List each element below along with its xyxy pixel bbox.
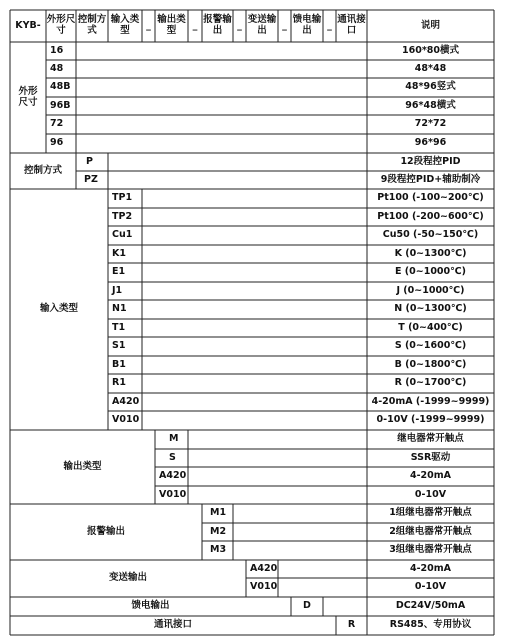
output-code: V010 xyxy=(159,488,187,500)
output-desc: 0-10V xyxy=(414,488,447,500)
alarm-code: M2 xyxy=(210,525,227,537)
comm-desc: RS485、专用协议 xyxy=(389,619,472,631)
input-desc: N (0~1300℃) xyxy=(394,303,467,315)
header-separator: _ xyxy=(192,19,198,31)
transmit-desc: 0-10V xyxy=(414,581,447,593)
feed-section-label: 馈电输出 xyxy=(131,600,170,612)
input-desc: 0-10V (-1999~9999) xyxy=(376,414,485,426)
input-desc: R (0~1700℃) xyxy=(394,377,467,389)
header-desc: 说明 xyxy=(420,19,440,31)
transmit-code: V010 xyxy=(250,581,278,593)
input-code: TP2 xyxy=(112,210,133,222)
output-code: A420 xyxy=(159,470,187,482)
size-section-label: 外形尺寸 xyxy=(18,85,38,108)
input-code: B1 xyxy=(112,358,126,370)
header-feed: 馈电输出 xyxy=(292,14,322,36)
size-desc: 160*80横式 xyxy=(401,44,460,56)
input-code: A420 xyxy=(112,395,140,407)
alarm-code: M3 xyxy=(210,544,227,556)
size-code: 48B xyxy=(50,81,71,93)
header-comm: 通讯接口 xyxy=(337,14,366,36)
comm-code: R xyxy=(347,619,356,631)
input-code: TP1 xyxy=(112,192,133,204)
alarm-section-label: 报警输出 xyxy=(86,525,125,537)
size-desc: 48*96竖式 xyxy=(405,81,456,93)
header-input: 输入类型 xyxy=(110,14,140,36)
input-code: J1 xyxy=(112,284,123,296)
input-code: V010 xyxy=(112,414,140,426)
size-code: 48 xyxy=(50,62,64,74)
output-code: S xyxy=(169,451,176,463)
header-transmit: 变送输出 xyxy=(247,14,277,36)
input-desc: K (0~1300℃) xyxy=(394,247,467,259)
transmit-section-label: 变送输出 xyxy=(108,572,147,584)
control-desc: 9段程控PID+辅助制冷 xyxy=(380,173,481,185)
size-code: 96B xyxy=(50,99,71,111)
input-code: R1 xyxy=(112,377,126,389)
control-code: PZ xyxy=(84,173,98,185)
size-desc: 48*48 xyxy=(414,62,447,74)
alarm-desc: 2组继电器常开触点 xyxy=(389,525,472,537)
alarm-desc: 3组继电器常开触点 xyxy=(389,544,472,556)
input-desc: E (0~1000℃) xyxy=(395,266,466,278)
transmit-code: A420 xyxy=(250,562,278,574)
output-desc: 继电器常开触点 xyxy=(397,433,464,445)
input-code: K1 xyxy=(112,247,126,259)
comm-section-label: 通讯接口 xyxy=(153,619,192,631)
input-desc: Pt100 (-200~600℃) xyxy=(377,210,484,222)
size-desc: 96*96 xyxy=(414,137,447,149)
input-section-label: 输入类型 xyxy=(39,303,78,315)
input-code: T1 xyxy=(112,321,126,333)
alarm-code: M1 xyxy=(210,507,227,519)
header-model: KYB- xyxy=(15,19,41,31)
control-section-label: 控制方式 xyxy=(23,164,62,176)
header-separator: _ xyxy=(282,19,287,31)
header-output: 输出类型 xyxy=(157,14,186,36)
size-code: 96 xyxy=(50,137,64,149)
input-desc: 4-20mA (-1999~9999) xyxy=(371,395,490,407)
alarm-desc: 1组继电器常开触点 xyxy=(389,507,472,519)
input-desc: J (0~1000℃) xyxy=(396,284,465,296)
feed-code: D xyxy=(303,600,311,612)
control-desc: 12段程控PID xyxy=(400,155,461,167)
header-size: 外形尺寸 xyxy=(46,14,76,36)
input-desc: T (0~400℃) xyxy=(398,321,463,333)
size-code: 16 xyxy=(50,44,64,56)
transmit-desc: 4-20mA xyxy=(409,562,452,574)
header-alarm: 报警输出 xyxy=(203,14,232,36)
input-code: N1 xyxy=(112,303,127,315)
header-control: 控制方式 xyxy=(77,14,107,36)
header-separator: _ xyxy=(327,19,332,31)
input-code: E1 xyxy=(112,266,126,278)
input-code: Cu1 xyxy=(112,229,133,241)
header-separator: _ xyxy=(237,19,242,31)
input-desc: B (0~1800℃) xyxy=(394,358,467,370)
size-code: 72 xyxy=(50,118,64,130)
input-desc: Pt100 (-100~200℃) xyxy=(377,192,484,204)
output-desc: SSR驱动 xyxy=(410,451,451,463)
size-desc: 96*48横式 xyxy=(405,99,456,111)
output-section-label: 输出类型 xyxy=(63,460,102,472)
input-desc: Cu50 (-50~150℃) xyxy=(382,229,479,241)
size-desc: 72*72 xyxy=(414,118,447,130)
output-desc: 4-20mA xyxy=(409,470,452,482)
header-separator: _ xyxy=(146,19,151,31)
input-code: S1 xyxy=(112,340,126,352)
input-desc: S (0~1600℃) xyxy=(394,340,467,352)
control-code: P xyxy=(86,155,93,167)
feed-desc: DC24V/50mA xyxy=(395,600,466,612)
output-code: M xyxy=(169,433,179,445)
